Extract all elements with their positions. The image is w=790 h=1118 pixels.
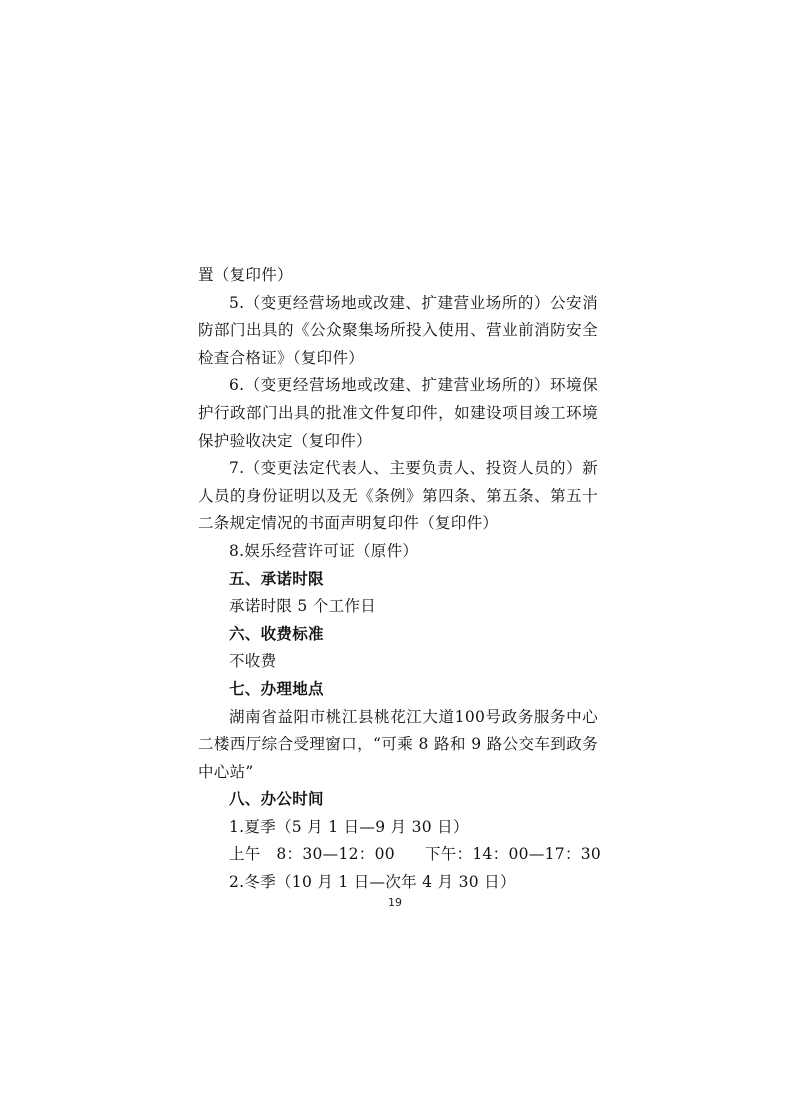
text-line: 人员的身份证明以及无《条例》第四条、第五条、第五十 — [198, 486, 598, 505]
text-line: 8.娱乐经营许可证（原件） — [229, 541, 419, 560]
text-line: 5.（变更经营场地或改建、扩建营业场所的）公安消 — [229, 293, 598, 312]
text-line: 不收费 — [229, 652, 277, 671]
text-line: 置（复印件） — [198, 266, 293, 284]
text-line: 2.冬季（10 月 1 日—次年 4 月 30 日） — [229, 873, 516, 892]
text-line: 防部门出具的《公众聚集场所投入使用、营业前消防安全 — [198, 321, 598, 340]
page-number: 19 — [388, 896, 402, 909]
morning-hours: 上午 8：30—12：00 — [229, 845, 395, 864]
text-line: 6.（变更经营场地或改建、扩建营业场所的）环境保 — [229, 376, 598, 395]
section-heading: 八、办公时间 — [229, 790, 324, 809]
text-line: 承诺时限 5 个工作日 — [229, 597, 377, 616]
text-line: 中心站” — [198, 762, 254, 781]
text-line: 1.夏季（5 月 1 日—9 月 30 日） — [229, 817, 469, 836]
text-line: 护行政部门出具的批准文件复印件，如建设项目竣工环境 — [198, 403, 598, 422]
section-heading: 六、收费标准 — [229, 624, 324, 643]
afternoon-hours: 下午：14：00—17：30 — [425, 845, 602, 864]
text-line: 二条规定情况的书面声明复印件（复印件） — [198, 514, 499, 533]
text-line: 湖南省益阳市桃江县桃花江大道100号政务服务中心 — [229, 707, 598, 726]
section-heading: 五、承诺时限 — [229, 569, 324, 588]
office-hours-line — [198, 841, 602, 869]
text-line: 7.（变更法定代表人、主要负责人、投资人员的）新 — [229, 459, 598, 478]
text-line: 保护验收决定（复印件） — [198, 431, 372, 450]
text-line: 二楼西厅综合受理窗口，“可乘 8 路和 9 路公交车到政务 — [198, 735, 598, 754]
document-body — [198, 262, 602, 897]
text-line: 检查合格证》（复印件） — [198, 348, 365, 367]
section-heading: 七、办理地点 — [229, 679, 324, 698]
